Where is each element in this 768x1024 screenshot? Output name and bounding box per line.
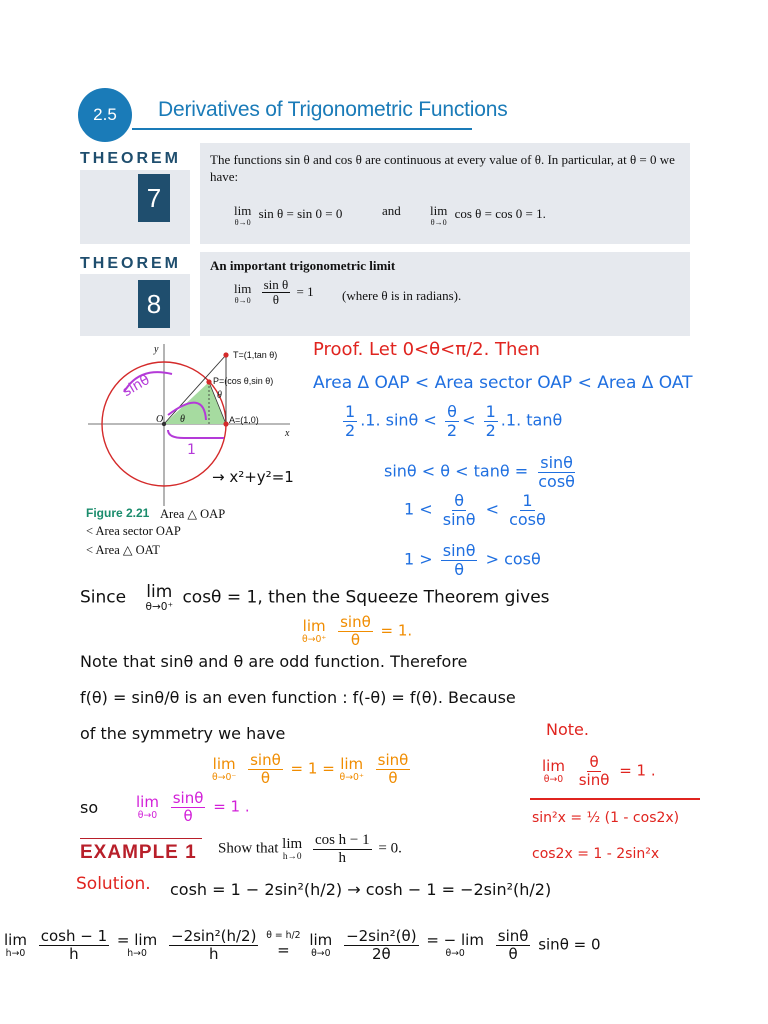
note-line1: Note that sinθ and θ are odd function. Therefore (80, 652, 468, 671)
proof-line4: sinθ < θ < tanθ = $\frac{\sin\theta}{\cos\theta}$ (384, 453, 575, 491)
section-number: 2.5 (93, 105, 117, 124)
symmetry-equation: lim θ→0⁻ $\frac{\sin\theta}{\theta}$ = 1 = lim θ→0⁺ $\frac{\sin\theta}{\theta}$ (212, 751, 409, 787)
point-P (206, 379, 211, 384)
solution-line1: cosh = 1 − 2sin²(h/2) → cosh − 1 = −2sin²(h/2) (170, 880, 552, 899)
proof-line5: 1 < $\frac{\theta}{\sin\theta}$ < $\frac{1}{\cos\theta}$ (404, 491, 546, 529)
label-T: T=(1,tan θ) (233, 350, 278, 360)
label-x: x (285, 428, 290, 439)
theorem8-side (80, 274, 190, 336)
theorem8-limit: lim θ→0 $\frac{\text{sin θ}}{\theta}$ = 1 (234, 277, 314, 308)
label-y: y (154, 344, 159, 355)
since-line: Since lim θ→0⁺ cosθ = 1, then the Squeeze Theorem gives (80, 582, 550, 613)
example-rule (80, 838, 202, 839)
theorem7-lim-right: lim θ→0 cos θ = cos 0 = 1. (430, 203, 546, 227)
point-A (223, 421, 228, 426)
hw-circle-equation: → x²+y²=1 (212, 468, 294, 486)
solution-label: Solution. (76, 874, 151, 894)
theorem8-note: (where θ is in radians). (342, 288, 462, 303)
note-line3: of the symmetry we have (80, 724, 286, 743)
label-O: O (156, 414, 164, 425)
theorem7-lim-left: lim θ→0 sin θ = sin 0 = 0 (234, 203, 343, 227)
theorem7-text: The functions sin θ and cos θ are continuous at every value of θ. In particular, at θ = 0 we have: (210, 152, 675, 184)
theorem8-number: 8 (138, 280, 170, 328)
so-label: so (80, 798, 99, 817)
point-T (223, 352, 228, 357)
label-P: P=(cos θ,sin θ) (213, 376, 274, 386)
one-brace (168, 430, 224, 438)
theorem8-title: An important trigonometric limit (210, 258, 396, 273)
theorem7-side (80, 170, 190, 244)
theorem7-box (200, 143, 690, 244)
theorem7-number: 7 (138, 174, 170, 222)
hw-one-label: 1 (187, 442, 196, 458)
proof-line3: $\frac{1}{2}$ .1. sinθ < $\frac{\theta}{2}$ < $\frac{1}{2}$ .1. tanθ (345, 402, 563, 440)
squeeze-result: lim θ→0⁺ $\frac{\sin\theta}{\theta}$ = 1. (302, 613, 413, 649)
label-theta-2: θ (217, 390, 222, 401)
side-note-line2: sin²x = ½ (1 - cos2x) (532, 810, 680, 826)
side-note-limit: lim θ→0 $\frac{\theta}{\sin\theta}$ = 1 . (542, 753, 656, 789)
side-note-rule (530, 798, 700, 800)
so-equation: lim θ→0 $\frac{\sin\theta}{\theta}$ = 1 . (136, 789, 250, 825)
theorem8-label: THEOREM (80, 255, 181, 272)
proof-line2: Area Δ OAP < Area sector OAP < Area Δ OAT (313, 373, 693, 393)
note-line2: f(θ) = sinθ/θ is an even function : f(-θ) = f(θ). Because (80, 688, 516, 707)
proof-line6: 1 > $\frac{\sin\theta}{\theta}$ > cosθ (404, 541, 541, 579)
theorem8-box (200, 252, 690, 336)
side-note-line3: cos2x = 1 - 2sin²x (532, 846, 660, 862)
section-number-badge (78, 88, 132, 142)
side-note-title: Note. (546, 720, 589, 739)
section-title: Derivatives of Trigonometric Functions (158, 98, 508, 121)
figure-caption-line3: < Area △ OAT (86, 543, 160, 557)
proof-line1: Proof. Let 0<θ<π/2. Then (313, 339, 540, 360)
section-title-rule (132, 128, 472, 130)
example-statement: Show that lim h→0 $\frac{\text{cos h − 1}}{h}$ = 0. (218, 832, 402, 866)
figure-caption-line2: < Area sector OAP (86, 524, 181, 538)
label-theta: θ (180, 414, 185, 425)
hw-sin-label: sinθ (119, 371, 153, 401)
label-A: A=(1,0) (229, 415, 259, 425)
theorem7-label: THEOREM (80, 150, 181, 167)
solution-line2: lim h→0 $\frac{\cosh - 1}{h}$ = lim h→0 $\frac{\text{−2sin²(h/2)}}{h}$ θ = h/2 = lim θ→0 $\frac{\text{−2sin²(θ)}}{2\theta}$ = − lim θ→0 $\frac{\sin\theta}{\theta}$ sinθ = 0 (4, 927, 601, 963)
figure-caption-line1: Area △ OAP (160, 507, 226, 521)
figure-caption-label: Figure 2.21 (86, 506, 150, 520)
example-label: EXAMPLE 1 (80, 842, 197, 863)
theorem7-and: and (382, 203, 401, 218)
